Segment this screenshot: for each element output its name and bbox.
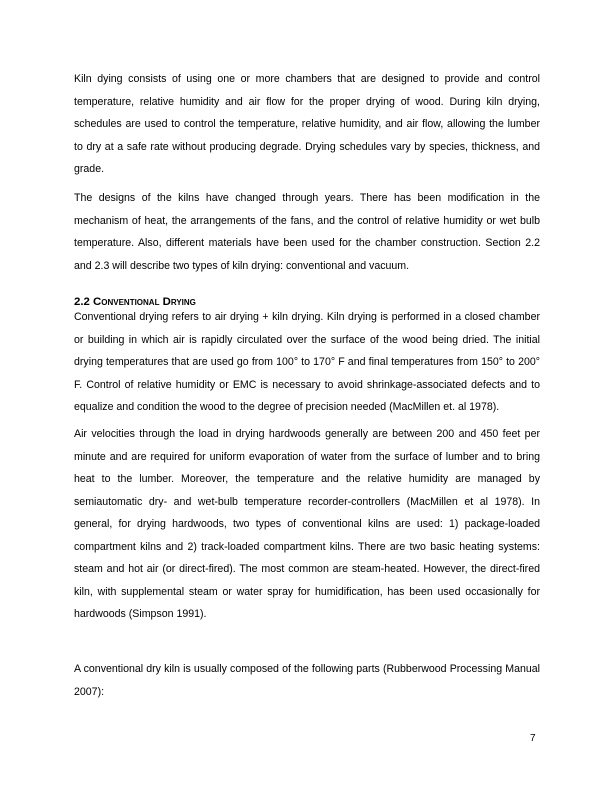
page-number: 7 (530, 733, 536, 744)
body-paragraph-kiln-designs: The designs of the kilns have changed through years. There has been modification in the mechanism of heat, the arrangements of the fans, and the control of relative humidity or wet bulb temperature. Also, different materials have been used for the chamber construction. Section 2.2 and 2.3 will describe two types of kiln drying: conventional and vacuum. (74, 192, 540, 272)
body-paragraph-kiln-drying: Kiln dying consists of using one or more chambers that are designed to provide and control temperature, relative humidity and air flow for the proper drying of wood. During kiln drying, schedules are used to control the temperature, relative humidity, and air flow, allowing the lumber to dry at a safe rate without producing degrade. Drying schedules vary by species, thickness, and grade. (74, 73, 540, 175)
body-paragraph-kiln-parts: A conventional dry kiln is usually composed of the following parts (Rubberwood Processing Manual 2007): (74, 663, 540, 698)
body-paragraph-conventional-drying: Conventional drying refers to air drying + kiln drying. Kiln drying is performed in a closed chamber or building in which air is rapidly circulated over the surface of the wood being dried. The initial drying temperatures that are used go from 100° to 170° F and final temperatures from 150° to 200° F. Control of relative humidity or EMC is necessary to avoid shrinkage-associated defects and to equalize and condition the wood to the degree of precision needed (MacMillen et. al 1978). (74, 311, 540, 413)
section-title: Conventional Drying (93, 296, 196, 308)
body-paragraph-air-velocities: Air velocities through the load in drying hardwoods generally are between 200 and 450 feet per minute and are required for uniform evaporation of water from the surface of lumber and to bring heat to the lumber. Moreover, the temperature and the relative humidity are managed by semiautomatic dry- and wet-bulb temperature recorder-controllers (MacMillen et al 1978). In general, for drying hardwoods, two types of conventional kilns are used: 1) package-loaded compartment kilns and 2) track-loaded compartment kilns. There are two basic heating systems: steam and hot air (or direct-fired). The most common are steam-heated. However, the direct-fired kiln, with supplemental steam or water spray for humidification, has been used occasionally for hardwoods (Simpson 1991). (74, 428, 540, 620)
section-number: 2.2 (74, 296, 90, 308)
